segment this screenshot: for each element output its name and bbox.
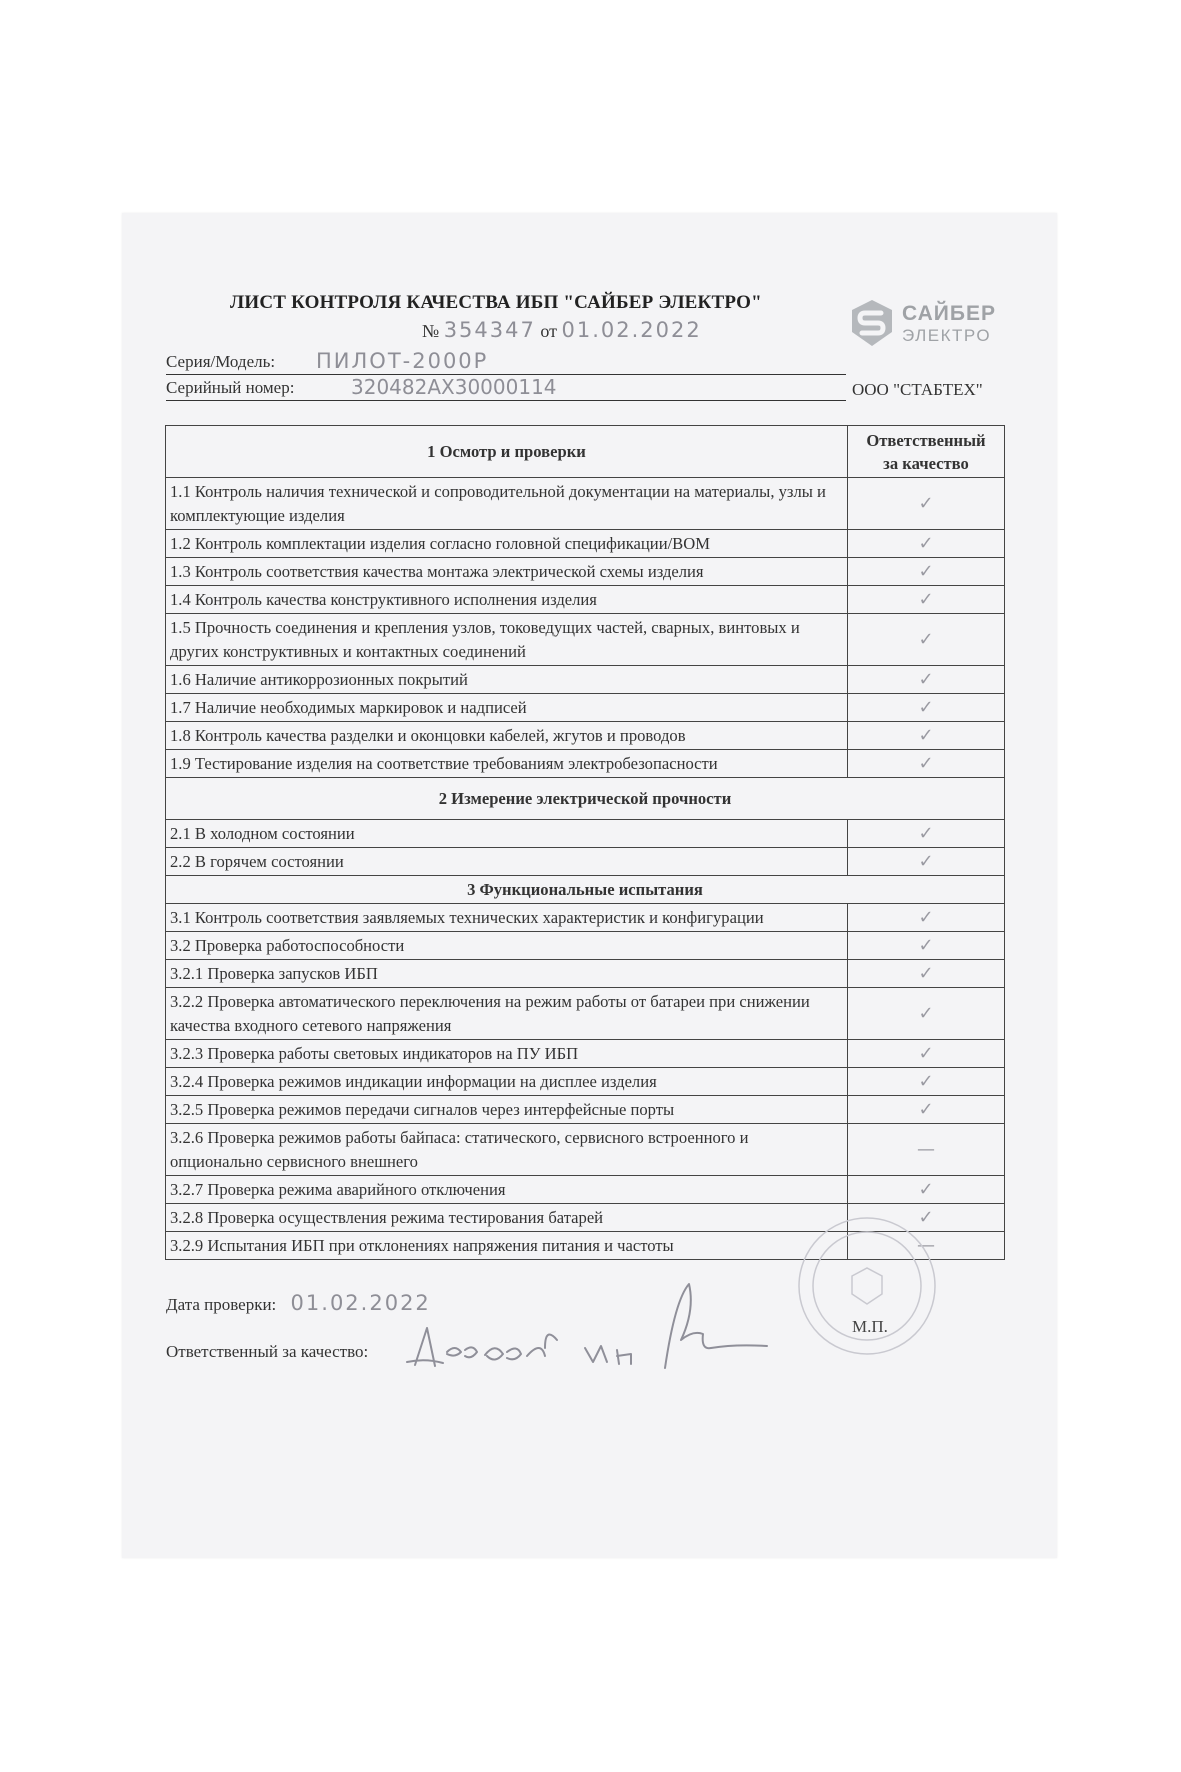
responsible-header-line1: Ответственный <box>866 431 986 450</box>
responsible-column-header <box>848 426 1005 478</box>
check-item: 3.2.9 Испытания ИБП при отклонениях напряжения питания и частоты <box>166 1232 848 1260</box>
check-mark: ✓ <box>848 722 1005 750</box>
serial-number-label: Серийный номер: <box>166 378 295 397</box>
date-prefix: от <box>540 321 557 341</box>
check-mark: ✓ <box>848 932 1005 960</box>
logo-text-line1: САЙБЕР <box>902 302 997 325</box>
table-row <box>166 614 1005 666</box>
table-row <box>166 988 1005 1040</box>
check-mark: ✓ <box>848 478 1005 530</box>
document-title: ЛИСТ КОНТРОЛЯ КАЧЕСТВА ИБП "САЙБЕР ЭЛЕКТРО" <box>230 292 762 313</box>
table-row <box>166 478 1005 530</box>
check-item: 1.5 Прочность соединения и крепления узлов, токоведущих частей, сварных, винтовых и других конструктивных и контактных соединений <box>166 614 848 666</box>
check-item: 3.1 Контроль соответствия заявляемых технических характеристик и конфигурации <box>166 904 848 932</box>
inspection-date-value: 01.02.2022 <box>290 1291 431 1315</box>
check-mark: — <box>848 1232 1005 1260</box>
responsible-person-label: Ответственный за качество: <box>166 1342 369 1361</box>
section-title: 3 Функциональные испытания <box>166 876 1005 904</box>
check-item: 3.2.4 Проверка режимов индикации информации на дисплее изделия <box>166 1068 848 1096</box>
series-model-value: ПИЛОТ-2000Р <box>316 349 489 373</box>
check-item: 3.2.6 Проверка режимов работы байпаса: статического, сервисного встроенного и опционально сервисного внешнего <box>166 1124 848 1176</box>
table-row <box>166 1040 1005 1068</box>
check-mark: ✓ <box>848 1204 1005 1232</box>
check-mark: ✓ <box>848 666 1005 694</box>
check-item: 3.2 Проверка работоспособности <box>166 932 848 960</box>
series-model-field <box>166 349 846 375</box>
check-item: 1.6 Наличие антикоррозионных покрытий <box>166 666 848 694</box>
table-row <box>166 666 1005 694</box>
check-item: 3.2.2 Проверка автоматического переключения на режим работы от батареи при снижении качества входного сетевого напряжения <box>166 988 848 1040</box>
check-item: 1.1 Контроль наличия технической и сопроводительной документации на материалы, узлы и комплектующие изделия <box>166 478 848 530</box>
series-model-label: Серия/Модель: <box>166 352 276 371</box>
company-stamp <box>792 1206 942 1366</box>
table-row <box>166 820 1005 848</box>
document-number-line <box>422 318 702 342</box>
logo-text-line2: ЭЛЕКТРО <box>902 326 992 345</box>
check-mark: ✓ <box>848 750 1005 778</box>
table-row <box>166 558 1005 586</box>
check-mark: ✓ <box>848 820 1005 848</box>
check-item: 3.2.5 Проверка режимов передачи сигналов через интерфейсные порты <box>166 1096 848 1124</box>
check-item: 1.9 Тестирование изделия на соответствие требованиям электробезопасности <box>166 750 848 778</box>
check-mark: — <box>848 1124 1005 1176</box>
table-row <box>166 1096 1005 1124</box>
check-mark: ✓ <box>848 848 1005 876</box>
section-title: 2 Измерение электрической прочности <box>166 778 1005 820</box>
check-mark: ✓ <box>848 1068 1005 1096</box>
check-item: 3.2.3 Проверка работы световых индикаторов на ПУ ИБП <box>166 1040 848 1068</box>
check-mark: ✓ <box>848 694 1005 722</box>
check-mark: ✓ <box>848 530 1005 558</box>
table-row <box>166 904 1005 932</box>
logo-emblem-icon <box>848 298 896 348</box>
section-header-row <box>166 778 1005 820</box>
responsible-header-line2: за качество <box>883 454 969 473</box>
check-mark: ✓ <box>848 1096 1005 1124</box>
table-row <box>166 1124 1005 1176</box>
check-item: 3.2.7 Проверка режима аварийного отключения <box>166 1176 848 1204</box>
inspection-date-line <box>166 1291 431 1315</box>
check-item: 1.8 Контроль качества разделки и оконцовки кабелей, жгутов и проводов <box>166 722 848 750</box>
inspection-date-label: Дата проверки: <box>166 1295 277 1314</box>
check-item: 1.3 Контроль соответствия качества монтажа электрической схемы изделия <box>166 558 848 586</box>
check-item: 3.2.8 Проверка осуществления режима тестирования батарей <box>166 1204 848 1232</box>
section-header-row <box>166 876 1005 904</box>
section-header-row <box>166 426 1005 478</box>
number-prefix: № <box>422 321 440 341</box>
check-mark: ✓ <box>848 586 1005 614</box>
table-row <box>166 1176 1005 1204</box>
table-row <box>166 848 1005 876</box>
serial-number-field <box>166 375 846 401</box>
check-mark: ✓ <box>848 960 1005 988</box>
stamp-place-label: М.П. <box>852 1317 888 1336</box>
document-number: 354347 <box>443 318 536 342</box>
table-row <box>166 722 1005 750</box>
table-row <box>166 960 1005 988</box>
document-date: 01.02.2022 <box>561 318 702 342</box>
check-mark: ✓ <box>848 1040 1005 1068</box>
section-title: 1 Осмотр и проверки <box>166 426 848 478</box>
table-row <box>166 1068 1005 1096</box>
check-mark: ✓ <box>848 1176 1005 1204</box>
table-row <box>166 694 1005 722</box>
table-row <box>166 932 1005 960</box>
quality-control-table <box>165 425 1005 1260</box>
check-item: 2.2 В горячем состоянии <box>166 848 848 876</box>
check-mark: ✓ <box>848 614 1005 666</box>
check-item: 1.4 Контроль качества конструктивного исполнения изделия <box>166 586 848 614</box>
check-mark: ✓ <box>848 558 1005 586</box>
check-mark: ✓ <box>848 904 1005 932</box>
check-item: 1.2 Контроль комплектации изделия согласно головной спецификации/BOM <box>166 530 848 558</box>
brand-logo <box>848 298 1008 350</box>
check-mark: ✓ <box>848 988 1005 1040</box>
table-row <box>166 586 1005 614</box>
table-row <box>166 530 1005 558</box>
serial-number-value: 320482AX30000114 <box>351 375 557 399</box>
check-item: 3.2.1 Проверка запусков ИБП <box>166 960 848 988</box>
company-name: ООО "СТАБТЕХ" <box>852 380 983 399</box>
check-item: 2.1 В холодном состоянии <box>166 820 848 848</box>
table-row <box>166 750 1005 778</box>
check-item: 1.7 Наличие необходимых маркировок и надписей <box>166 694 848 722</box>
handwritten-signature <box>395 1270 775 1380</box>
